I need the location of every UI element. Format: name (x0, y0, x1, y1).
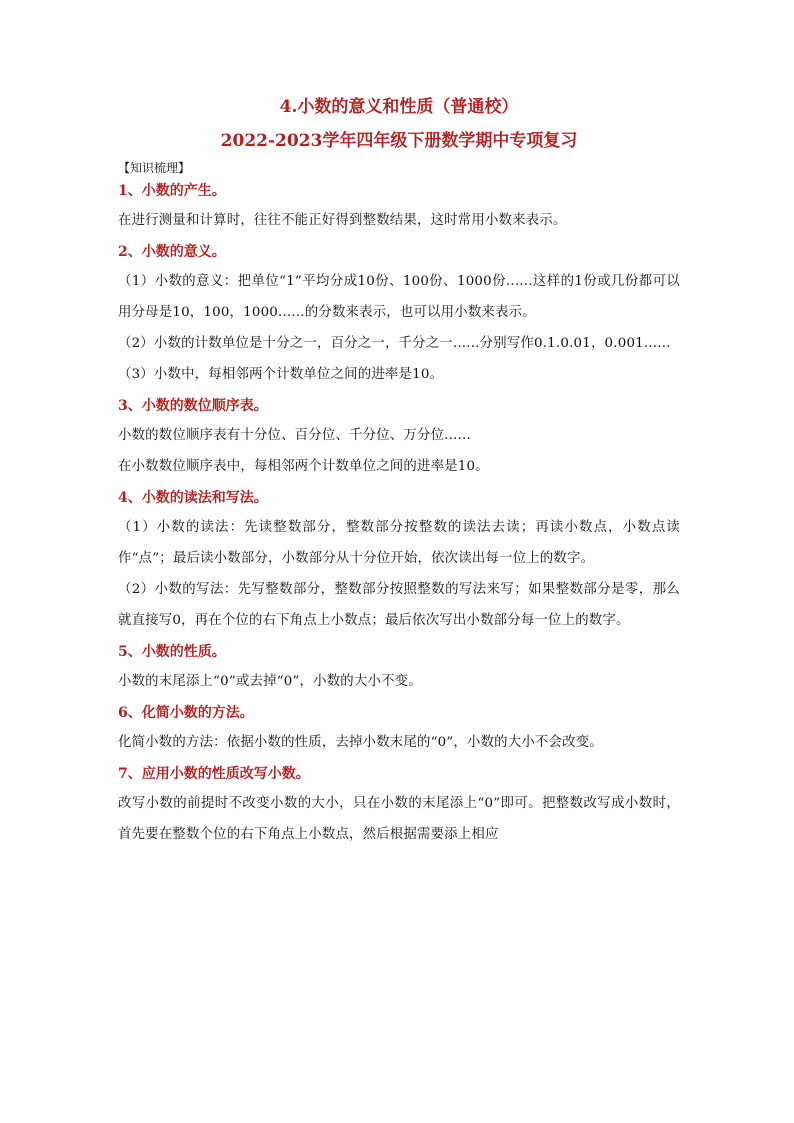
section-2 (118, 236, 680, 390)
section-5 (118, 636, 680, 697)
paragraph: （1）小数的意义：把单位“1”平均分成10份、100份、1000份......这样的1份或几份都可以用分母是10，100，1000......的分数来表示，也可以用小数来表示。 (118, 274, 680, 320)
section-heading: 2、小数的意义。 (118, 244, 226, 260)
paragraph: （3）小数中，每相邻两个计数单位之间的进率是10。 (118, 367, 444, 382)
paragraph: 小数的数位顺序表有十分位、百分位、千分位、万分位...... (118, 428, 471, 443)
paragraph: （1）小数的读法：先读整数部分，整数部分按整数的读法去读；再读小数点，小数点读作“点”；最后读小数部分，小数部分从十分位开始，依次读出每一位上的数字。 (118, 520, 680, 566)
document-title: 4.小数的意义和性质（普通校） (279, 97, 519, 117)
section-heading: 5、小数的性质。 (118, 644, 226, 660)
section-7 (118, 758, 680, 850)
paragraph: 改写小数的前提时不改变小数的大小，只在小数的末尾添上“0”即可。把整数改写成小数时，首先要在整数个位的右下角点上小数点，然后根据需要添上相应 (118, 796, 680, 842)
section-heading: 6、化简小数的方法。 (118, 705, 254, 721)
section-heading: 7、应用小数的性质改写小数。 (118, 766, 310, 782)
section-heading: 4、小数的读法和写法。 (118, 490, 268, 506)
section-3 (118, 390, 680, 482)
paragraph: 化简小数的方法：依据小数的性质，去掉小数末尾的“0”，小数的大小不会改变。 (118, 735, 603, 750)
section-tag: 【知识梳理】 (118, 161, 191, 175)
document-subtitle: 2022-2023学年四年级下册数学期中专项复习 (220, 131, 578, 151)
section-heading: 1、小数的产生。 (118, 183, 226, 199)
section-6 (118, 697, 680, 758)
paragraph: 在进行测量和计算时，往往不能正好得到整数结果，这时常用小数来表示。 (118, 213, 567, 228)
section-heading: 3、小数的数位顺序表。 (118, 398, 268, 414)
paragraph: 小数的末尾添上“0”或去掉“0”，小数的大小不变。 (118, 674, 422, 689)
paragraph: （2）小数的计数单位是十分之一，百分之一，千分之一......分别写作0.1.0.01，0.001...... (118, 336, 671, 351)
section-4 (118, 482, 680, 636)
paragraph: （2）小数的写法：先写整数部分，整数部分按照整数的写法来写；如果整数部分是零，那么就直接写0，再在个位的右下角点上小数点；最后依次写出小数部分每一位上的数字。 (118, 582, 680, 628)
document-page (118, 92, 680, 850)
paragraph: 在小数数位顺序表中，每相邻两个计数单位之间的进率是10。 (118, 459, 489, 474)
section-1 (118, 175, 680, 236)
